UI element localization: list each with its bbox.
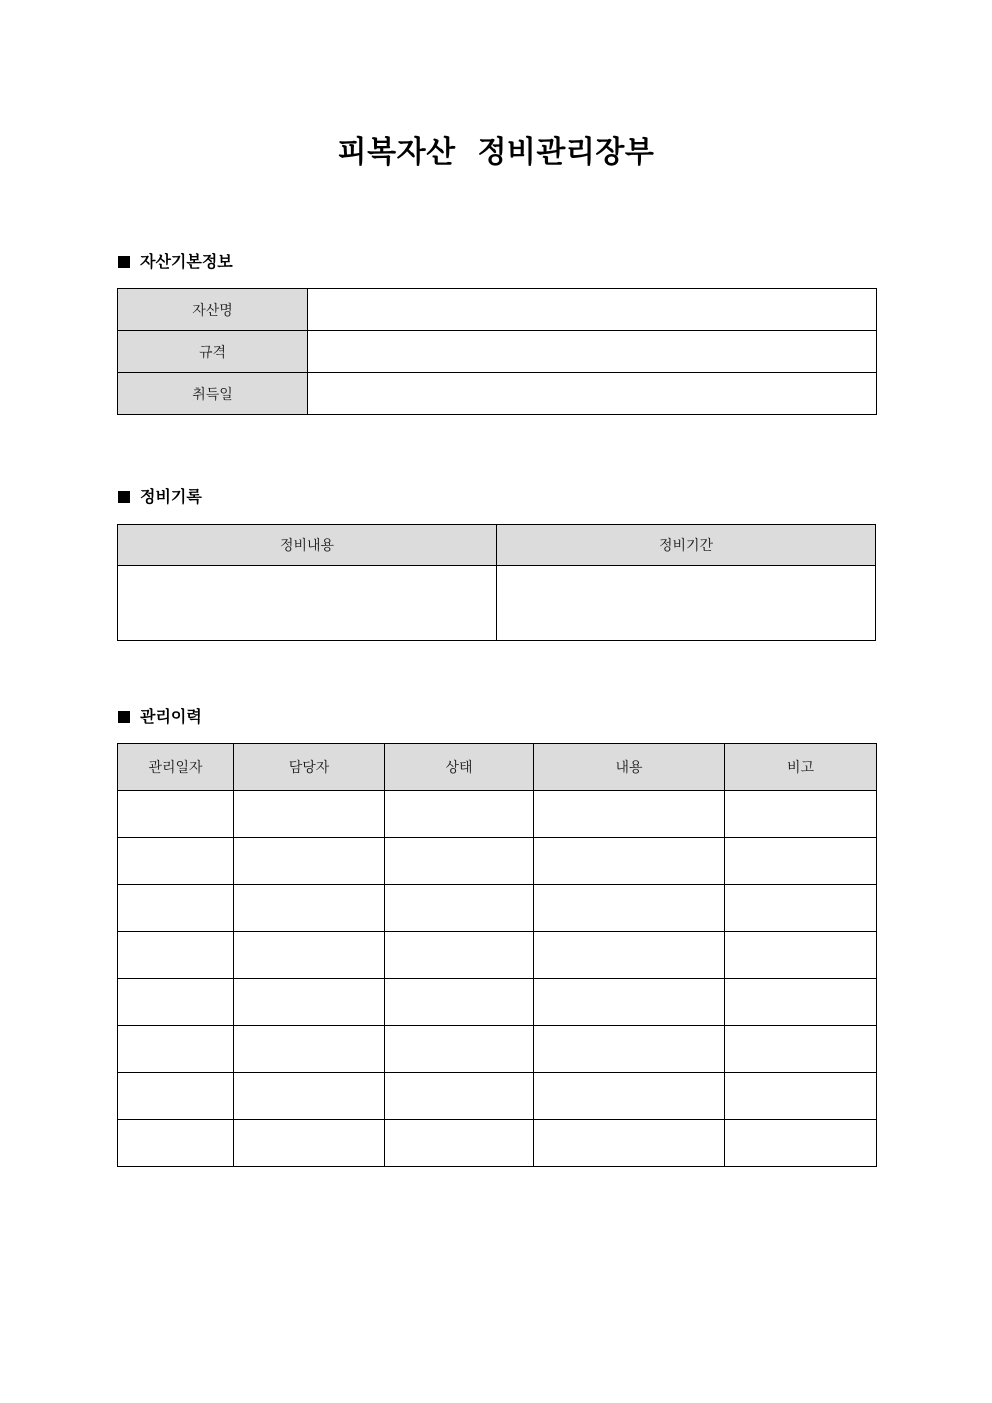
section-heading-management-history [118,709,202,725]
history-cell-date[interactable] [118,885,234,932]
history-cell-remarks[interactable] [725,1120,877,1167]
history-cell-manager[interactable] [234,885,385,932]
history-cell-status[interactable] [385,932,534,979]
table-header-row [118,525,876,566]
history-header-status: 상태 [385,744,534,791]
history-cell-status[interactable] [385,791,534,838]
history-header-date: 관리일자 [118,744,234,791]
black-square-bullet-icon [118,491,130,503]
section-heading-maintenance-record [118,489,202,505]
history-cell-date[interactable] [118,932,234,979]
basic-info-value-spec[interactable] [308,331,877,373]
table-row [118,791,877,838]
history-cell-content[interactable] [534,838,725,885]
basic-info-table [117,288,877,415]
basic-info-label-acquisition-date: 취득일 [118,373,308,415]
black-square-bullet-icon [118,711,130,723]
history-cell-date[interactable] [118,838,234,885]
history-cell-manager[interactable] [234,1026,385,1073]
history-header-manager: 담당자 [234,744,385,791]
black-square-bullet-icon [118,256,130,268]
history-cell-status[interactable] [385,1073,534,1120]
table-row [118,885,877,932]
maintenance-record-table [117,524,876,641]
history-cell-date[interactable] [118,1073,234,1120]
section-heading-basic-info-label: 자산기본정보 [140,252,233,271]
history-header-content: 내용 [534,744,725,791]
history-cell-manager[interactable] [234,932,385,979]
history-cell-content[interactable] [534,1120,725,1167]
table-row [118,566,876,641]
history-cell-manager[interactable] [234,1073,385,1120]
table-row [118,979,877,1026]
management-history-table [117,743,877,1167]
history-cell-status[interactable] [385,1120,534,1167]
history-cell-status[interactable] [385,1026,534,1073]
history-cell-status[interactable] [385,885,534,932]
history-cell-content[interactable] [534,1073,725,1120]
basic-info-label-spec: 규격 [118,331,308,373]
history-cell-status[interactable] [385,979,534,1026]
table-header-row [118,744,877,791]
history-cell-status[interactable] [385,838,534,885]
history-cell-date[interactable] [118,1120,234,1167]
history-cell-content[interactable] [534,885,725,932]
section-heading-basic-info [118,254,233,270]
history-cell-date[interactable] [118,979,234,1026]
basic-info-value-acquisition-date[interactable] [308,373,877,415]
table-row [118,289,877,331]
history-cell-manager[interactable] [234,791,385,838]
maintenance-cell-content[interactable] [118,566,497,641]
history-cell-content[interactable] [534,932,725,979]
history-cell-remarks[interactable] [725,1026,877,1073]
history-header-remarks: 비고 [725,744,877,791]
maintenance-header-period: 정비기간 [497,525,876,566]
maintenance-header-content: 정비내용 [118,525,497,566]
basic-info-value-asset-name[interactable] [308,289,877,331]
table-row [118,1120,877,1167]
history-cell-content[interactable] [534,791,725,838]
table-row [118,373,877,415]
page-title: 피복자산 정비관리장부 [337,135,655,170]
table-row [118,331,877,373]
history-cell-manager[interactable] [234,838,385,885]
table-row [118,1026,877,1073]
section-heading-management-history-label: 관리이력 [140,707,202,726]
maintenance-cell-period[interactable] [497,566,876,641]
history-cell-remarks[interactable] [725,838,877,885]
table-row [118,932,877,979]
history-cell-manager[interactable] [234,1120,385,1167]
history-cell-content[interactable] [534,979,725,1026]
history-cell-remarks[interactable] [725,885,877,932]
history-cell-date[interactable] [118,1026,234,1073]
table-row [118,1073,877,1120]
history-cell-content[interactable] [534,1026,725,1073]
history-cell-manager[interactable] [234,979,385,1026]
table-row [118,838,877,885]
history-cell-remarks[interactable] [725,1073,877,1120]
history-cell-date[interactable] [118,791,234,838]
history-cell-remarks[interactable] [725,791,877,838]
section-heading-maintenance-record-label: 정비기록 [140,487,202,506]
history-cell-remarks[interactable] [725,979,877,1026]
basic-info-label-asset-name: 자산명 [118,289,308,331]
history-cell-remarks[interactable] [725,932,877,979]
